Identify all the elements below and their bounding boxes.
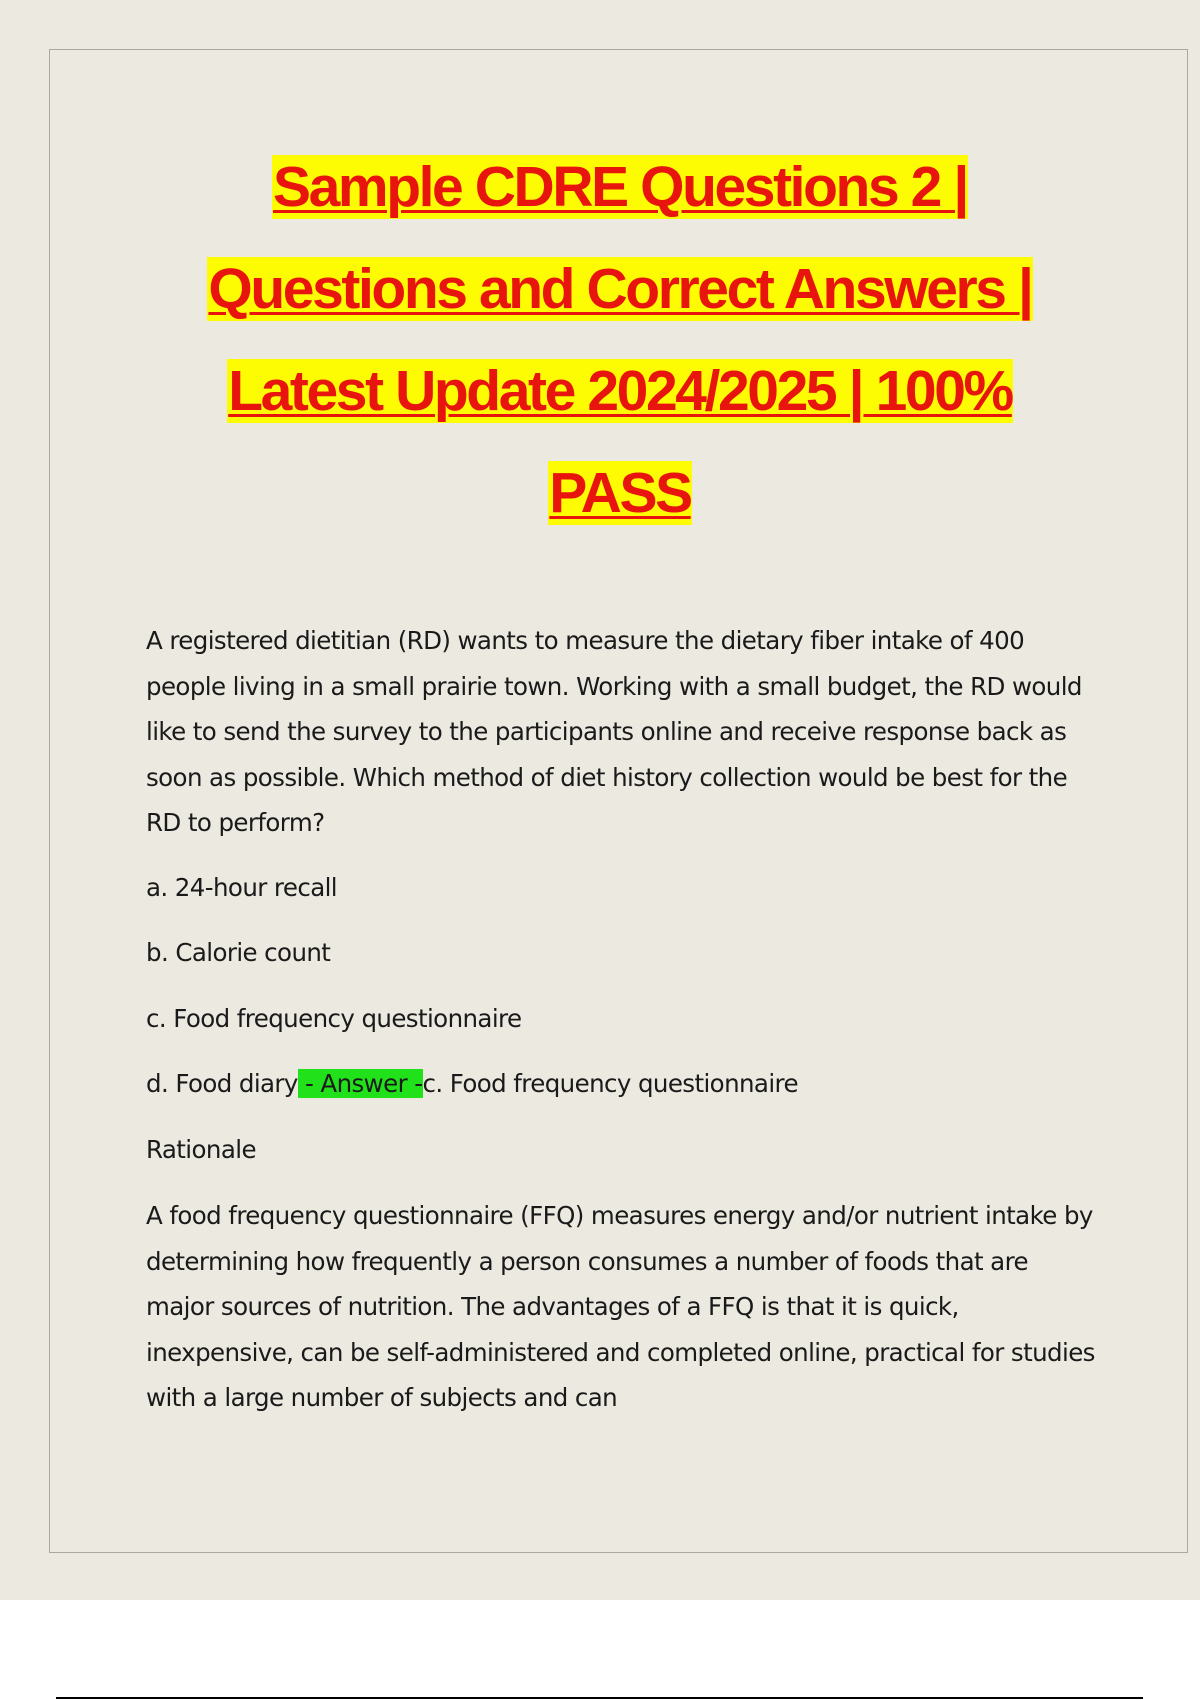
footer-divider xyxy=(56,1697,1143,1699)
title-line-3: Latest Update 2024/2025 | 100% xyxy=(228,359,1012,423)
option-b: b. Calorie count xyxy=(146,938,331,967)
option-d-with-answer xyxy=(146,1061,1096,1106)
option-c: c. Food frequency questionnaire xyxy=(146,1004,522,1033)
title-line-2: Questions and Correct Answers | xyxy=(208,257,1032,321)
rationale-text: A food frequency questionnaire (FFQ) measures energy and/or nutrient intake by determining how frequently a person consumes a number of foods that are major sources of nutrition. The advantages of a FFQ is that it is quick, inexpensive, can be self-administered and completed online, practical for studies with a large number of subjects and can xyxy=(146,1201,1095,1412)
answer-marker: - Answer - xyxy=(297,1069,423,1098)
title-line-4: PASS xyxy=(549,461,691,525)
question-text: A registered dietitian (RD) wants to measure the dietary fiber intake of 400 people living in a small prairie town. Working with a small budget, the RD would like to send the survey to the participants online and receive response back as soon as possible. Which method of diet history collection would be best for the RD to perform? xyxy=(146,626,1082,837)
rationale-heading: Rationale xyxy=(146,1135,256,1164)
answer-text: c. Food frequency questionnaire xyxy=(422,1069,798,1098)
option-a: a. 24-hour recall xyxy=(146,873,338,902)
option-d: d. Food diary xyxy=(146,1069,298,1098)
document-title xyxy=(60,136,1180,544)
title-line-1: Sample CDRE Questions 2 | xyxy=(273,155,967,219)
